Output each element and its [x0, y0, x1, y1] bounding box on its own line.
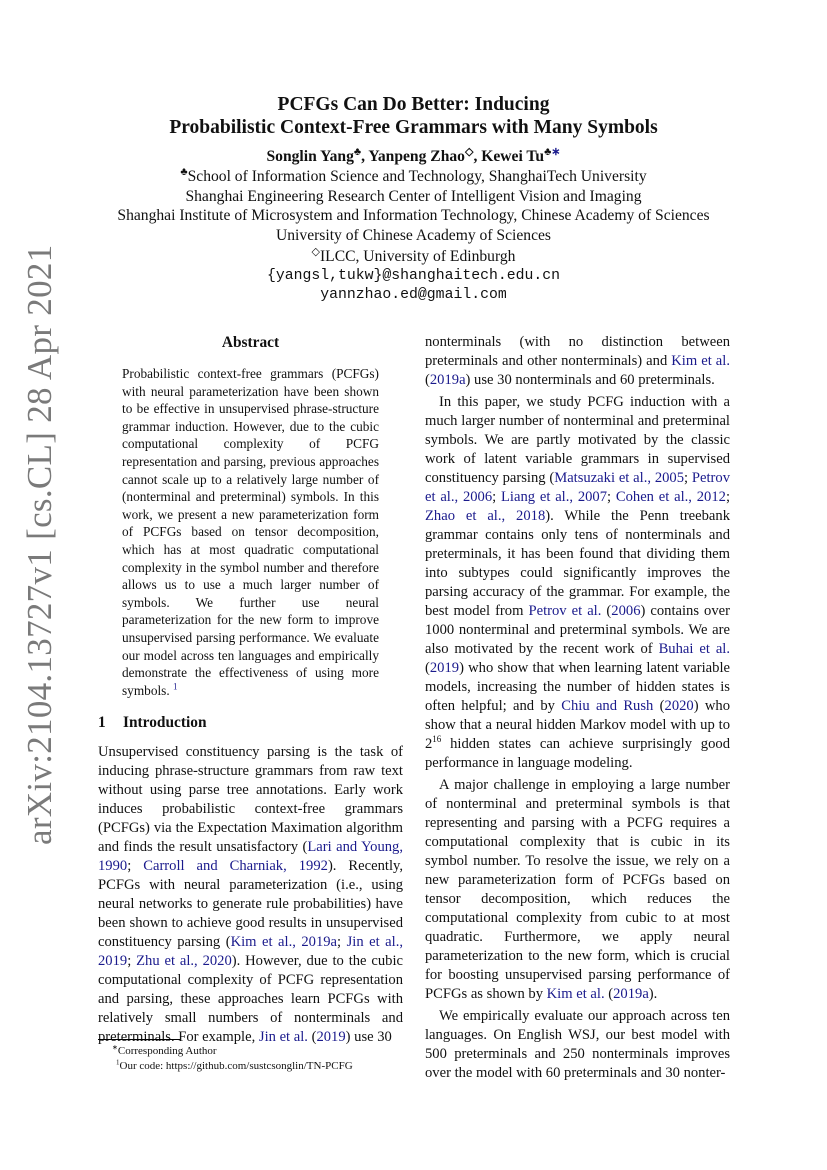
footnote-corresponding [98, 1044, 403, 1059]
citation-link[interactable]: Liang et al., 2007 [501, 489, 608, 505]
intro-paragraph-1-continued [425, 333, 730, 390]
citation-link[interactable]: Matsuzaki et al., 2005 [554, 470, 685, 486]
citation-link[interactable]: Chiu and Rush [561, 698, 654, 714]
text: ). [648, 986, 658, 1002]
text: ( [653, 698, 665, 714]
text: ( [425, 372, 430, 388]
author-separator: , [361, 148, 365, 165]
text: ( [307, 1029, 317, 1046]
text: ) use 30 nonterminals and 60 preterminals. [465, 372, 715, 388]
email-line-1: {yangsl,tukw}@shanghaitech.edu.cn [266, 267, 561, 284]
affiliation-text: ILCC, University of Edinburgh [319, 248, 516, 265]
text: ) use 30 [345, 1029, 392, 1046]
email-line-2: yannzhao.ed@gmail.com [320, 287, 507, 303]
citation-link[interactable]: Petrov et al. [528, 603, 602, 619]
citation-link[interactable]: Cohen et al., 2012 [615, 489, 726, 505]
affil-mark-club: ♣ [353, 145, 362, 158]
affil-mark-club: ♣ [180, 165, 188, 178]
text: ( [604, 986, 614, 1002]
text: ). However, due to the cubic computational complexity of PCFG representation and parsing, these approaches learn PCFGs with relatively small numbers of nonterminals and preterminals. For example, [98, 953, 403, 1046]
text: In this paper, we study PCFG induction with a much larger number of nonterminal and preterminal symbols. We are partly motivated by the classic work of latent variable grammars in supervised constituency parsing ( [425, 394, 730, 486]
abstract-text: Probabilistic context-free grammars (PCFGs) with neural parameterization have been shown to be effective in unsupervised phrase-structure grammar induction. However, due to the cubic computational complexity of PCFG representation and parsing, previous approaches cannot scale up to a relatively large number of (nonterminal and preterminal) symbols. In this work, we present a new parameterization form of PCFGs based on tensor decomposition, which has at most quadratic computational complexity in the symbol number and therefore allows us to use a much larger number of symbols. We further use neural parameterization for the new form to improve unsupervised parsing performance. We evaluate our model across ten languages and empirically demonstrate the effectiveness of using more symbols. [122, 366, 379, 698]
author-tu: Kewei Tu [481, 148, 545, 165]
author-separator: , [473, 148, 478, 165]
title-line-2: Probabilistic Context-Free Grammars with Many Symbols [169, 117, 658, 138]
text: ; [337, 934, 347, 951]
affiliation-line-1 [0, 167, 827, 187]
footnote-text: Our code: https://github.com/sustcsonglin/TN-PCFG [119, 1060, 353, 1072]
text: ( [425, 660, 430, 676]
text: ; [725, 489, 730, 505]
affiliation-line-5 [0, 247, 827, 267]
affil-mark-diamond: ◇ [311, 245, 320, 258]
exponent: 16 [432, 734, 442, 745]
citation-link[interactable]: Kim et al. [671, 353, 730, 369]
author-list [0, 147, 827, 167]
affil-mark-club: ♣ [544, 145, 552, 158]
footnote-ref-1[interactable]: 1 [172, 681, 178, 692]
affiliation-line-4: University of Chinese Academy of Sciences [276, 226, 551, 244]
corresponding-author-mark[interactable]: ∗ [551, 145, 561, 158]
citation-link[interactable]: Jin et al., 2019 [98, 934, 403, 970]
citation-link[interactable]: 2019a [429, 372, 466, 388]
footnote-code [98, 1059, 403, 1074]
author-yang: Songlin Yang [266, 148, 354, 165]
citation-link[interactable]: Carroll and Charniak, 1992 [143, 858, 328, 875]
affiliation-text: School of Information Science and Technology, ShanghaiTech University [187, 168, 647, 185]
text: ) who show that when learning latent variable models, increasing the number of hidden states is often helpful; and by [425, 660, 730, 714]
citation-link[interactable]: 2020 [664, 698, 694, 714]
text: ). Recently, PCFGs with neural parameterization (i.e., using neural networks to generate rule probabilities) have been shown to achieve good results in unsupervised constituency parsing ( [98, 858, 404, 951]
citation-link[interactable]: 2006 [611, 603, 641, 619]
section-number: 1 [98, 714, 106, 732]
citation-link[interactable]: Zhao et al., 2018 [425, 508, 546, 524]
arxiv-identifier-stamp: arXiv:2104.13727v1 [cs.CL] 28 Apr 2021 [20, 244, 59, 845]
text: ) contains over 1000 nonterminal and preterminal symbols. We are also motivated by the recent work of [425, 603, 730, 657]
text: ; [492, 489, 502, 505]
intro-paragraph-3 [425, 776, 730, 1004]
section-heading-introduction [98, 713, 403, 733]
text: ) who show that a neural hidden Markov model with up to 2 [425, 698, 730, 752]
affiliation-line-2: Shanghai Engineering Research Center of Intelligent Vision and Imaging [185, 187, 642, 205]
citation-link[interactable]: Zhu et al., 2020 [136, 953, 232, 970]
citation-link[interactable]: 2019a [613, 986, 649, 1002]
affiliation-line-3: Shanghai Institute of Microsystem and Information Technology, Chinese Academy of Sciences [117, 207, 710, 224]
footnote-mark: ∗ [112, 1043, 118, 1052]
footnote-mark: 1 [116, 1058, 120, 1067]
text: ; [607, 489, 616, 505]
abstract-heading: Abstract [221, 334, 280, 351]
text: nonterminals (with no distinction between preterminals and other nonterminals) and [425, 334, 730, 369]
paper-header [0, 93, 827, 306]
left-column [98, 333, 403, 1047]
paper-title [0, 93, 827, 139]
intro-paragraph-1 [98, 743, 403, 1047]
citation-link[interactable]: Jin et al. [258, 1029, 308, 1046]
citation-link[interactable]: Lari and Young, 1990 [98, 839, 403, 875]
abstract-body [122, 365, 379, 699]
citation-link[interactable]: 2019 [316, 1029, 346, 1046]
author-zhao: Yanpeng Zhao [368, 148, 465, 165]
citation-link[interactable]: Kim et al. [546, 986, 605, 1002]
text: ( [601, 603, 612, 619]
citation-link[interactable]: 2019 [429, 660, 460, 676]
right-column [425, 333, 730, 1083]
intro-paragraph-2 [425, 393, 730, 773]
text: ; [684, 470, 692, 486]
text: ). While the Penn treebank grammar contains only tens of nonterminals and preterminals, it has been found that dividing them into subtypes could significantly improves the parsing accuracy of the grammar. For example, the best model from [425, 508, 731, 619]
footnote-divider [98, 1039, 180, 1040]
text: A major challenge in employing a large number of nonterminal and preterminal symbols is that representing and parsing with a PCFG requires a computational complexity that is cubic in its symbol number. To resolve the issue, we rely on a new parameterization form of PCFGs based on tensor decomposition, which reduces the computational complexity from cubic to at most quadratic. Furthermore, we apply neural parameterization to the new form, which is crucial for boosting unsupervised parsing performance of PCFGs as shown by [425, 777, 730, 1002]
citation-link[interactable]: Buhai et al. [658, 641, 731, 657]
intro-paragraph-4: We empirically evaluate our approach across ten languages. On English WSJ, our best model with 500 preterminals and 250 nonterminals improves over the model with 60 preterminals and 30 nonter- [425, 1008, 730, 1081]
citation-link[interactable]: Kim et al., 2019a [230, 934, 338, 951]
text: ; [127, 858, 144, 875]
text: ; [127, 953, 137, 970]
affil-mark-diamond: ◇ [464, 145, 474, 158]
text: Unsupervised constituency parsing is the task of inducing phrase-structure grammars from raw text without using parse tree annotations. Early work induces probabilistic context-free grammars (PCFGs) via the Expectation Maximation algorithm and finds the result unsatisfactory ( [98, 744, 403, 856]
section-title: Introduction [123, 714, 207, 732]
footnote-text: Corresponding Author [117, 1045, 217, 1057]
title-line-1: PCFGs Can Do Better: Inducing [277, 94, 550, 115]
citation-link[interactable]: Petrov et al., 2006 [425, 470, 730, 505]
text: hidden states can achieve surprisingly good performance in language modeling. [425, 736, 730, 771]
footnotes [98, 1039, 403, 1074]
